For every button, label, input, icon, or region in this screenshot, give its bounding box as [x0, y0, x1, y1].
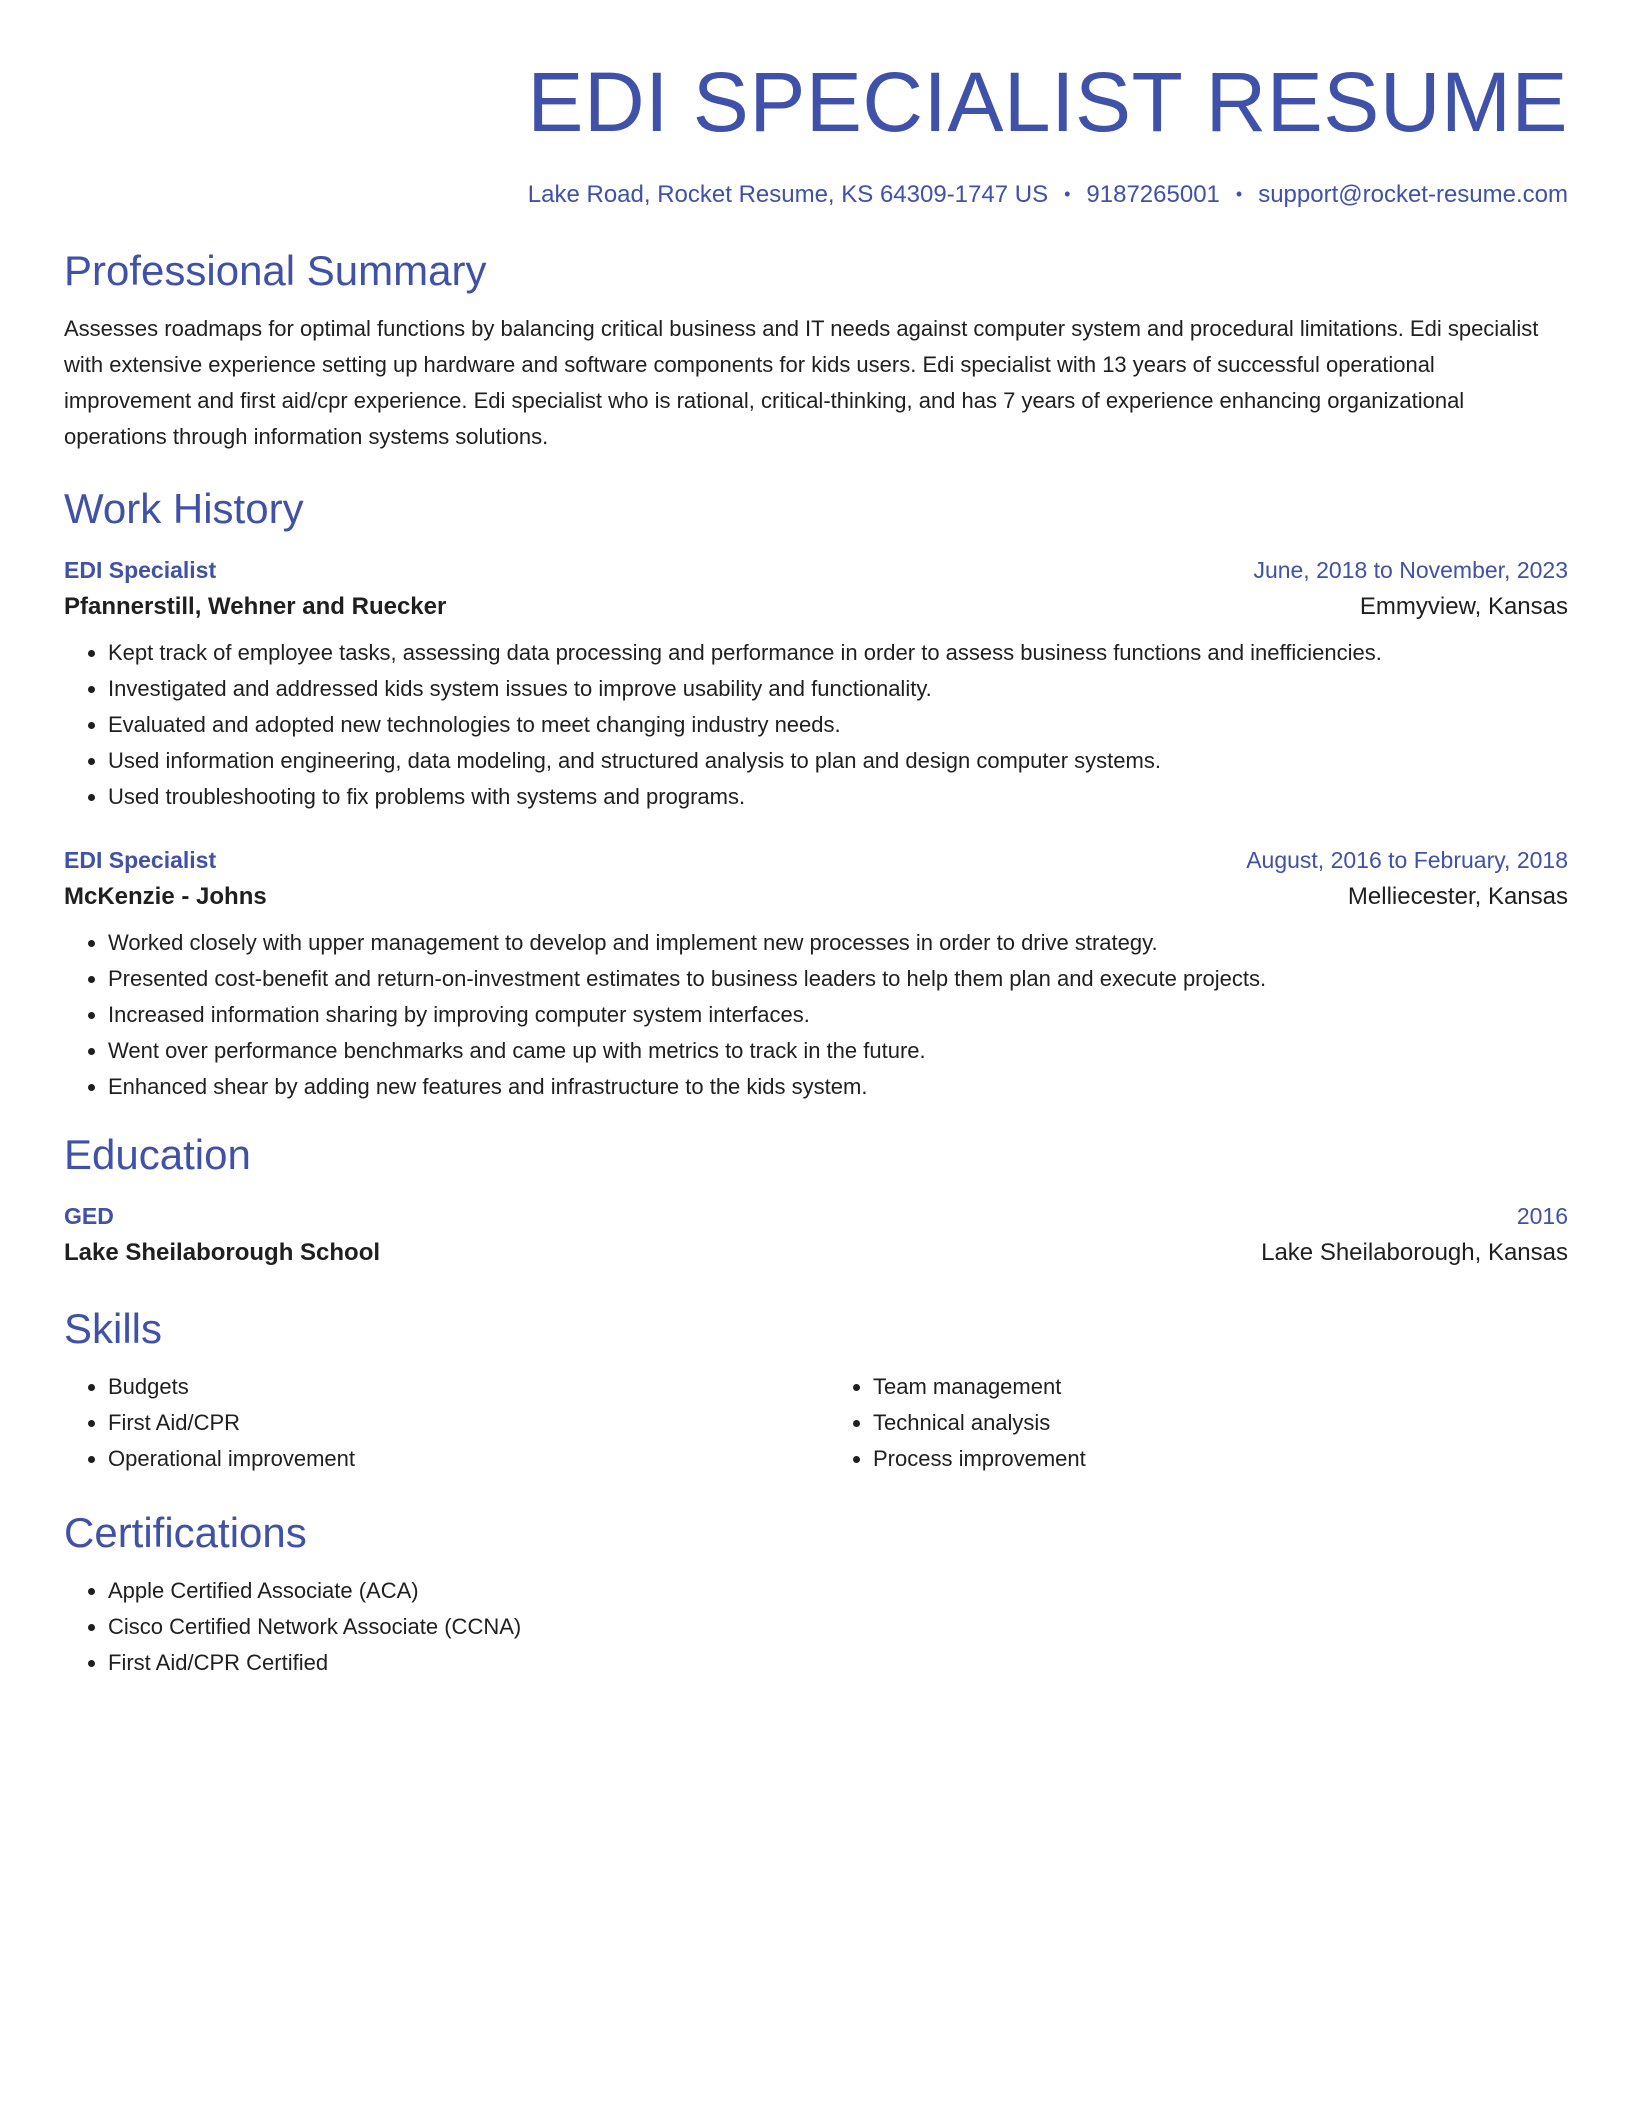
contact-phone: 9187265001: [1086, 181, 1220, 208]
job-employer: Pfannerstill, Wehner and Ruecker: [64, 593, 447, 620]
contact-separator: •: [1235, 184, 1243, 204]
job-location: Emmyview, Kansas: [1359, 593, 1568, 620]
work-history-heading: Work History: [64, 485, 304, 532]
job-title-row: [64, 843, 1568, 877]
education-location: Lake Sheilaborough, Kansas: [1261, 1239, 1568, 1266]
list-item: • Technical analysis: [873, 1405, 1568, 1441]
job-title: EDI Specialist: [64, 557, 217, 583]
work-history-section: [64, 483, 1568, 1105]
list-item: • Kept track of employee tasks, assessing data processing and performance in order to assess business functions and inefficiencies.: [108, 635, 1568, 671]
job-bullets: [64, 635, 1568, 815]
list-item: • Team management: [873, 1369, 1568, 1405]
list-item: • Went over performance benchmarks and came up with metrics to track in the future.: [108, 1033, 1568, 1069]
resume-page: [64, 0, 1568, 1681]
contact-line: [64, 178, 1568, 211]
job-title: EDI Specialist: [64, 847, 217, 873]
job-entry: [64, 843, 1568, 1105]
job-bullets: [64, 925, 1568, 1105]
education-degree: GED: [64, 1203, 114, 1229]
list-item: • Increased information sharing by improving computer system interfaces.: [108, 997, 1568, 1033]
certifications-section: [64, 1507, 1568, 1681]
list-item: • First Aid/CPR: [108, 1405, 803, 1441]
skills-column-left: [64, 1369, 803, 1477]
education-section: [64, 1129, 1568, 1273]
job-employer-row: [64, 587, 1568, 627]
job-dates: August, 2016 to February, 2018: [1246, 847, 1568, 873]
job-location: Melliecester, Kansas: [1347, 883, 1568, 910]
list-item: • Cisco Certified Network Associate (CCNA): [108, 1609, 1568, 1645]
list-item: • Used troubleshooting to fix problems with systems and programs.: [108, 779, 1568, 815]
education-year: 2016: [1516, 1203, 1568, 1229]
resume-title: EDI SPECIALIST RESUME: [527, 55, 1568, 149]
summary-section: [64, 245, 1568, 455]
education-heading: Education: [64, 1131, 251, 1178]
list-item: • Used information engineering, data modeling, and structured analysis to plan and design computer systems.: [108, 743, 1568, 779]
education-entry: [64, 1199, 1568, 1273]
list-item: • Process improvement: [873, 1441, 1568, 1477]
list-item: • Operational improvement: [108, 1441, 803, 1477]
education-school-row: [64, 1233, 1568, 1273]
summary-heading: Professional Summary: [64, 247, 487, 294]
job-entry: [64, 553, 1568, 815]
list-item: • Investigated and addressed kids system issues to improve usability and functionality.: [108, 671, 1568, 707]
job-employer-row: [64, 877, 1568, 917]
list-item: • First Aid/CPR Certified: [108, 1645, 1568, 1681]
list-item: • Presented cost-benefit and return-on-investment estimates to business leaders to help them plan and execute projects.: [108, 961, 1568, 997]
contact-separator: •: [1064, 184, 1071, 204]
education-school: Lake Sheilaborough School: [64, 1239, 381, 1266]
list-item: • Enhanced shear by adding new features and infrastructure to the kids system.: [108, 1069, 1568, 1105]
certifications-list: [64, 1573, 1568, 1681]
skills-heading: Skills: [64, 1305, 163, 1352]
list-item: • Budgets: [108, 1369, 803, 1405]
certifications-heading: Certifications: [64, 1509, 307, 1556]
skills-column-right: [803, 1369, 1568, 1477]
job-employer: McKenzie - Johns: [64, 883, 267, 910]
job-dates: June, 2018 to November, 2023: [1253, 557, 1568, 583]
skills-section: [64, 1303, 1568, 1477]
summary-text: Assesses roadmaps for optimal functions by balancing critical business and IT needs against computer system and procedural limitations. Edi specialist with extensive experience setting up hardware and software components for kids users. Edi specialist with 13 years of successful operational improvement and first aid/cpr experience. Edi specialist who is rational, critical-thinking, and has 7 years of experience enhancing organizational operations through information systems solutions.: [64, 316, 1539, 449]
contact-email: support@rocket-resume.com: [1258, 181, 1568, 208]
contact-address: Lake Road, Rocket Resume, KS 64309-1747 US: [527, 181, 1049, 208]
skills-grid: [64, 1369, 1568, 1477]
job-title-row: [64, 553, 1568, 587]
education-degree-row: [64, 1199, 1568, 1233]
list-item: • Worked closely with upper management to develop and implement new processes in order to drive strategy.: [108, 925, 1568, 961]
list-item: • Evaluated and adopted new technologies to meet changing industry needs.: [108, 707, 1568, 743]
list-item: • Apple Certified Associate (ACA): [108, 1573, 1568, 1609]
